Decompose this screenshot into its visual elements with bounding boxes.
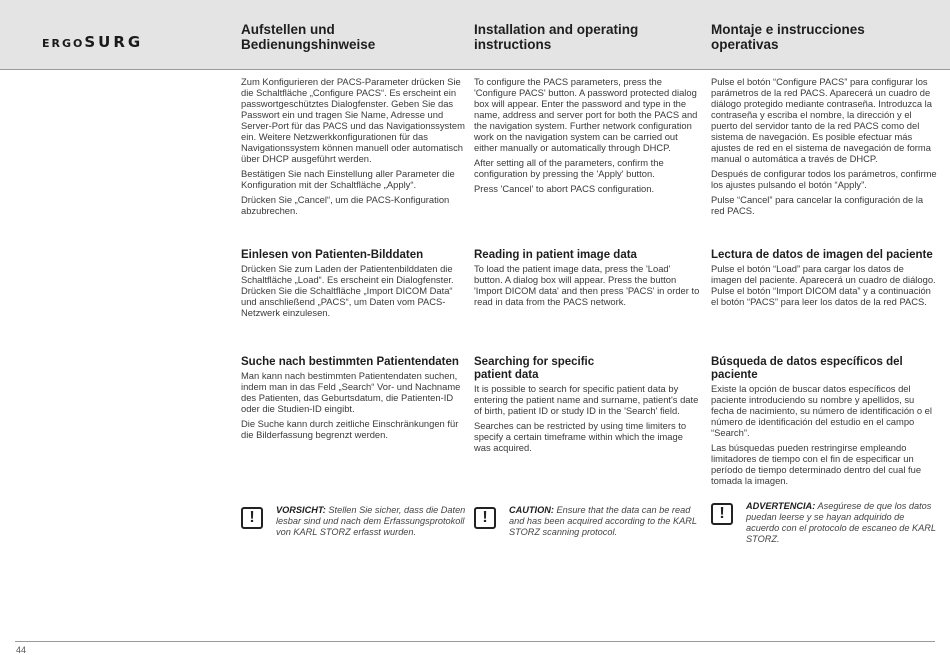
ergosurg-logo: ERGOSURG [42,33,144,51]
paragraph: Existe la opción de buscar datos específicos del paciente introduciendo su nombre y apellidos, su fecha de nacimiento, su número de identificación o el número de identificación del estudio en el campo “Search”. [711,383,932,438]
caution-label: ADVERTENCIA: [746,501,816,511]
caution-label: CAUTION: [509,505,554,515]
paragraph: Pulse el botón “Load” para cargar los datos de imagen del paciente. Aparecerá un cuadro de diálogo. Pulse el botón “Import DICOM data” y a continuación el botón “PACS” para leer los datos de la red PACS. [711,263,936,307]
section-title: Búsqueda de datos específicos del paciente [711,356,903,381]
paragraph: Drücken Sie zum Laden der Patientenbilddaten die Schaltfläche „Load“. Es erscheint ein Dialogfenster. Drücken Sie die Schaltfläche „Import DICOM Data“ und anschließend „PACS“, um Daten vom PACS-Netzwerk einzulesen. [241,263,454,318]
paragraph: Die Suche kann durch zeitliche Einschränkungen für die Bilderfassung begrenzt werden. [241,418,459,440]
paragraph: To load the patient image data, press the 'Load' button. A dialog box will appear. Press the button 'Import DICOM data' and then press 'PACS' in order to read in data from the PACS network. [474,263,700,307]
section-title: Reading in patient image data [474,249,637,261]
paragraph: Bestätigen Sie nach Einstellung aller Parameter die Konfiguration mit der Schaltfläche „Apply“. [241,168,455,190]
paragraph: Después de configurar todos los parámetros, confirme los ajustes pulsando el botón “Apply”. [711,168,937,190]
de-pacs-config-section [241,76,467,220]
section-title: Lectura de datos de imagen del paciente [711,249,933,261]
paragraph: Searches can be restricted by using time limiters to specify a certain timeframe within which the image was acquired. [474,420,687,453]
paragraph: Pulse el botón “Configure PACS” para configurar los parámetros de la red PACS. Aparecerá un cuadro de diálogo protegido mediante contraseña. Introduzca la contraseña y escriba el nombre, la dirección y el puerto del servidor tanto de la red PACS como del sistema de navegación. Es posible efectuar más ajustes de red en el sistema de navegación de forma manual o automática a través de DHCP. [711,76,932,164]
paragraph: Drücken Sie „Cancel“, um die PACS-Konfiguration abzubrechen. [241,194,450,216]
caution-text: Ensure that the data can be read and has been acquired according to the KARL STORZ scanning protocol. [509,505,697,537]
paragraph: Man kann nach bestimmten Patientendaten suchen, indem man in das Feld „Search“ Vor- und Nachname des Patienten, das Geburtsdatum, die Patienten-ID oder die Studien-ID eingibt. [241,370,461,414]
section-title: Searching for specific patient data [474,356,595,381]
es-caution-note [711,501,939,545]
es-pacs-config-section [711,76,937,220]
en-caution-note [474,505,702,538]
paragraph: Zum Konfigurieren der PACS-Parameter drücken Sie die Schaltfläche „Configure PACS“. Es erscheint ein passwortgeschütztes Dialogfenster. Geben Sie das Passwort ein und tragen Sie Name, Adresse und Server-Port für das PACS und das Navigationssystem ein. Weitere Netzwerkkonfigurationen für das Navigationssystem können manuell oder automatisch über DHCP ausgeführt werden. [241,76,465,164]
paragraph: To configure the PACS parameters, press the 'Configure PACS' button. A password protected dialog box will appear. Enter the password and type in the name, address and server port for both the PACS and the navigation system. Further network configuration work on the navigation system can be carried out either manually or automatically through DHCP. [474,76,698,153]
paragraph: After setting all of the parameters, confirm the configuration by pressing the 'Apply' button. [474,157,664,179]
es-search-section [711,356,937,490]
en-reading-section [474,249,700,311]
column-heading-spanish: Montaje e instrucciones operativas [711,22,865,52]
page-number: 44 [16,645,27,655]
es-reading-section [711,249,937,311]
de-reading-section [241,249,467,322]
paragraph: It is possible to search for specific patient data by entering the patient name and surname, patient's date of birth, patient ID or study ID in the 'Search' field. [474,383,699,416]
section-title: Einlesen von Patienten-Bilddaten [241,249,424,261]
section-title: Suche nach bestimmten Patientendaten [241,356,459,368]
warning-icon: ! [711,503,733,525]
en-search-section [474,356,700,457]
column-heading-english: Installation and operating instructions [474,22,639,52]
header-band [0,0,950,70]
caution-text: Stellen Sie sicher, dass die Daten lesbar sind und nach dem Erfassungsprotokoll von KARL STORZ erfasst wurden. [276,505,466,537]
paragraph: Press 'Cancel' to abort PACS configuration. [474,183,655,194]
column-heading-german: Aufstellen und Bedienungshinweise [241,22,376,52]
en-pacs-config-section [474,76,700,198]
de-search-section [241,356,467,444]
paragraph: Las búsquedas pueden restringirse empleando limitadores de tiempo con el fin de especificar un período de tiempo determinado dentro del cual fue tomada la imagen. [711,442,922,486]
caution-text: Asegúrese de que los datos puedan leerse y se hayan adquirido de acuerdo con el protocolo de escaneo de KARL STORZ. [746,501,936,544]
paragraph: Pulse “Cancel” para cancelar la configuración de la red PACS. [711,194,924,216]
caution-label: VORSICHT: [276,505,326,515]
de-caution-note [241,505,469,538]
warning-icon: ! [474,507,496,529]
warning-icon: ! [241,507,263,529]
footer-divider [15,641,935,642]
